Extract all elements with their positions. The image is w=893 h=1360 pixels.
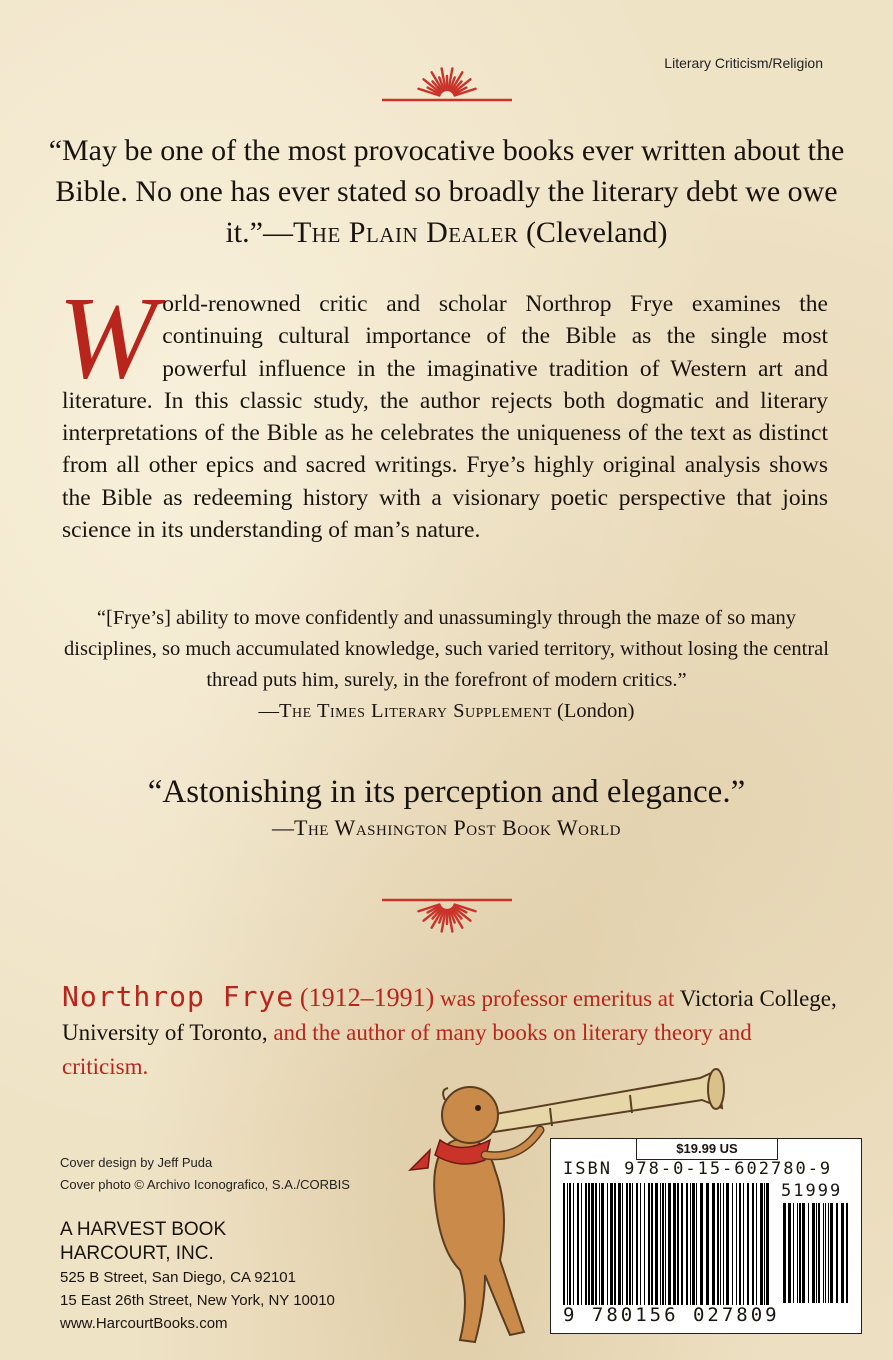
- review-quote-plain-dealer: [40, 130, 853, 253]
- barcode-block: [550, 1138, 862, 1334]
- sunburst-ornament-bottom: [382, 888, 512, 943]
- bio-text-1: was professor emeritus at: [434, 986, 680, 1011]
- price-code: 51999: [781, 1181, 843, 1201]
- price-barcode-bars: [783, 1203, 851, 1303]
- quote-location: (London): [557, 700, 635, 722]
- bio-institution: Victoria College, University of Toronto,: [62, 986, 837, 1045]
- book-description: [58, 272, 828, 546]
- quote-dash: —: [258, 700, 279, 722]
- publisher-imprint: A HARVEST BOOK: [60, 1219, 227, 1240]
- sunburst-ornament-top: [382, 62, 512, 107]
- cover-credits: [60, 1152, 350, 1196]
- publisher-name: HARCOURT, INC.: [60, 1243, 214, 1264]
- bio-text-2: and the author of many books on literary theory and criticism.: [62, 1020, 752, 1079]
- quote-dash: —: [272, 815, 295, 840]
- quote-dash: —: [262, 216, 293, 249]
- isbn-number: ISBN 978-0-15-602780-9: [563, 1159, 833, 1179]
- price-label: $19.99 US: [636, 1138, 778, 1160]
- publisher-info: [60, 1218, 335, 1335]
- cover-photo-credit: Cover photo © Archivo Iconografico, S.A./CORBIS: [60, 1177, 350, 1192]
- description-text: orld-renowned critic and scholar Northrop Frye examines the continuing cultural importance of the Bible as the single most powerful influence in the imaginative tradition of Western art and literature. In this classic study, the author rejects both dogmatic and literary interpretations of the Bible as he celebrates the uniqueness of the text as distinct from all other epics and sacred writings. Frye’s highly original analysis shows the Bible as redeeming history with a visionary poetic perspective that joins science in its understanding of man’s nature.: [62, 291, 828, 544]
- quote-text: “[Frye’s] ability to move confidently and unassumingly through the maze of so many disciplines, so much accumulated knowledge, such varied territory, without losing the central thread puts him, surely, in the forefront of modern critics.”: [64, 607, 829, 691]
- review-quote-washington-post: [40, 772, 853, 844]
- quote-source: The Plain Dealer: [292, 216, 519, 249]
- publisher-website: www.HarcourtBooks.com: [60, 1315, 228, 1332]
- ean-barcode-bars: [563, 1183, 773, 1305]
- author-name: Northrop Frye: [62, 980, 295, 1013]
- quote-text: “May be one of the most provocative books ever written about the Bible. No one has ever stated so broadly the literary debt we owe it.”: [48, 134, 845, 249]
- quote-source: The Times Literary Supplement: [279, 700, 552, 722]
- quote-location: (Cleveland): [525, 216, 668, 249]
- cover-design-credit: Cover design by Jeff Puda: [60, 1155, 213, 1170]
- author-years: (1912–1991): [299, 983, 435, 1012]
- publisher-address-1: 525 B Street, San Diego, CA 92101: [60, 1269, 296, 1286]
- review-quote-times: [50, 603, 843, 727]
- drop-cap: W: [58, 272, 157, 403]
- quote-text: “Astonishing in its perception and elegance.”: [147, 774, 746, 810]
- category-label: Literary Criticism/Religion: [664, 55, 823, 71]
- quote-source: The Washington Post Book World: [294, 815, 621, 840]
- ean-number: 9 780156 027809: [563, 1304, 780, 1326]
- publisher-address-2: 15 East 26th Street, New York, NY 10010: [60, 1292, 335, 1309]
